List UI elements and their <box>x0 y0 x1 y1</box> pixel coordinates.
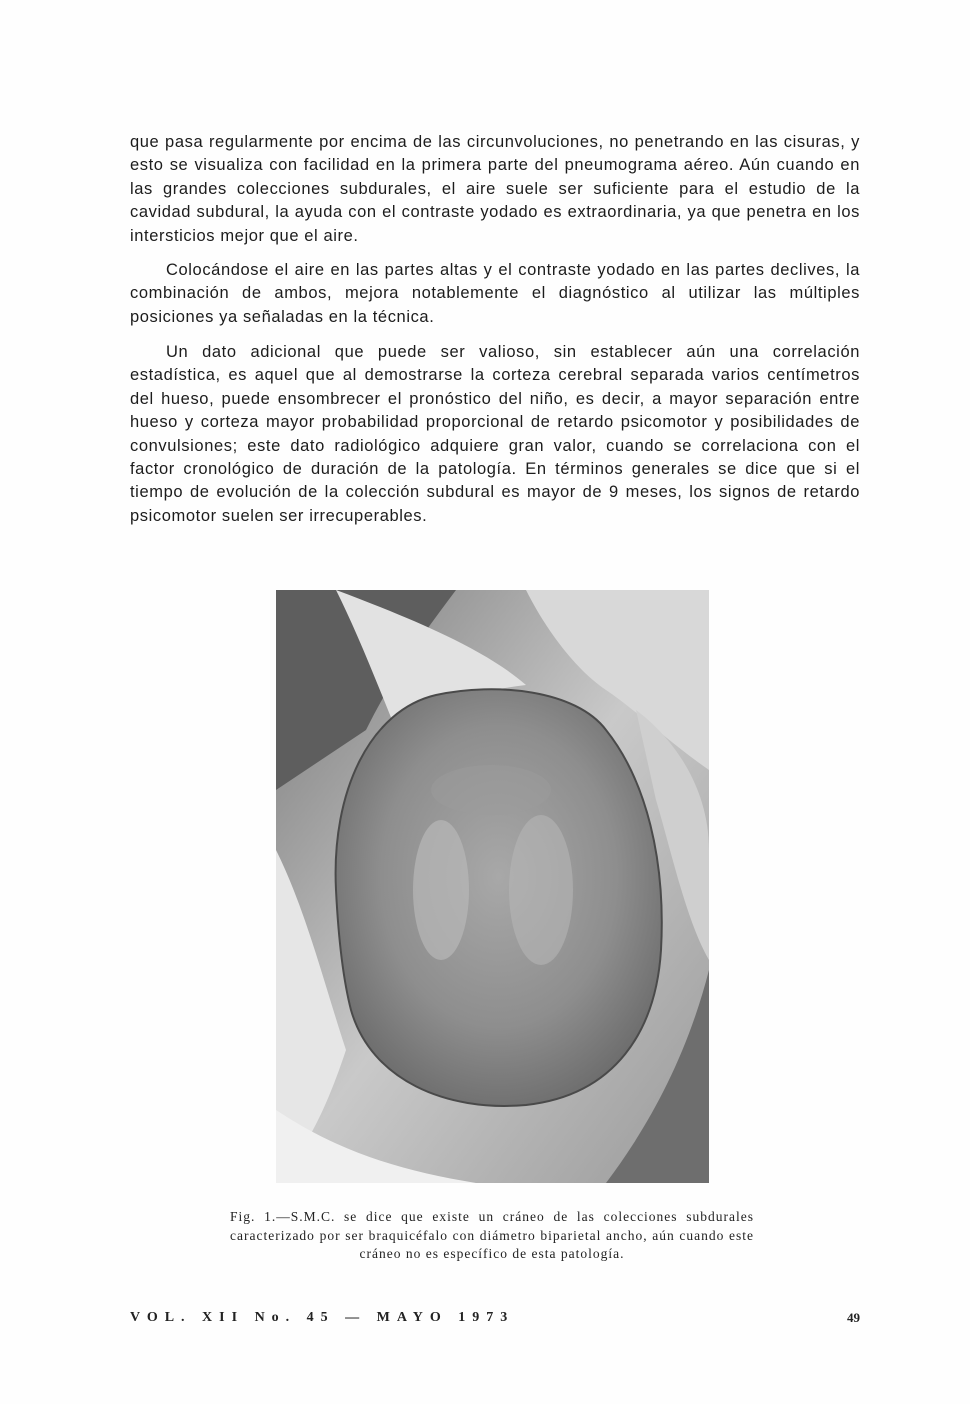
infant-skull <box>336 689 662 1106</box>
journal-footer: VOL. XII No. 45 — MAYO 1973 <box>130 1310 515 1325</box>
paragraph-3: Un dato adicional que puede ser valioso, sin establecer aún una correlación estadística, es aquel que al demostrarse la corteza cerebral separada varios centímetros del hueso, puede ensombrecer el pronóstico del niño, es decir, a mayor separación entre hueso y corteza mayor probabilidad proporcional de retardo psicomotor y posibilidades de convulsiones; este dato radiológico adquiere gran valor, cuando se correlaciona con el factor cronológico de duración de la patología. En términos generales se dice que si el tiempo de evolución de la colección subdural es mayor de 9 meses, los signos de retardo psicomotor suelen ser irrecuperables. <box>130 343 860 525</box>
skull-highlight-top <box>431 765 551 815</box>
paragraph-1: que pasa regularmente por encima de las circunvoluciones, no penetrando en las cisuras, y esto se visualiza con facilidad en la primera parte del pneumograma aéreo. Aún cuando en las grandes colecciones subdurales, el aire suele ser suficiente para el estudio de la cavidad subdural, la ayuda con el contraste yodado es extraordinaria, ya que penetra en los intersticios mejor que el aire. <box>130 133 860 245</box>
figure-skull-photo <box>276 590 709 1183</box>
skull-highlight-right <box>509 815 573 965</box>
skull-photo-illustration <box>276 590 709 1183</box>
skull-highlight-left <box>413 820 469 960</box>
figure-caption: Fig. 1.—S.M.C. se dice que existe un cráneo de las colecciones subdurales caracterizado por ser braquicéfalo con diámetro biparietal ancho, aún cuando este cráneo no es específico de esta patología. <box>230 1209 754 1262</box>
paragraph-2: Colocándose el aire en las partes altas y el contraste yodado en las partes declives, la combinación de ambos, mejora notablemente el diagnóstico al utilizar las múltiples posiciones ya señaladas en la técnica. <box>130 261 860 326</box>
page-number: 49 <box>847 1310 860 1325</box>
